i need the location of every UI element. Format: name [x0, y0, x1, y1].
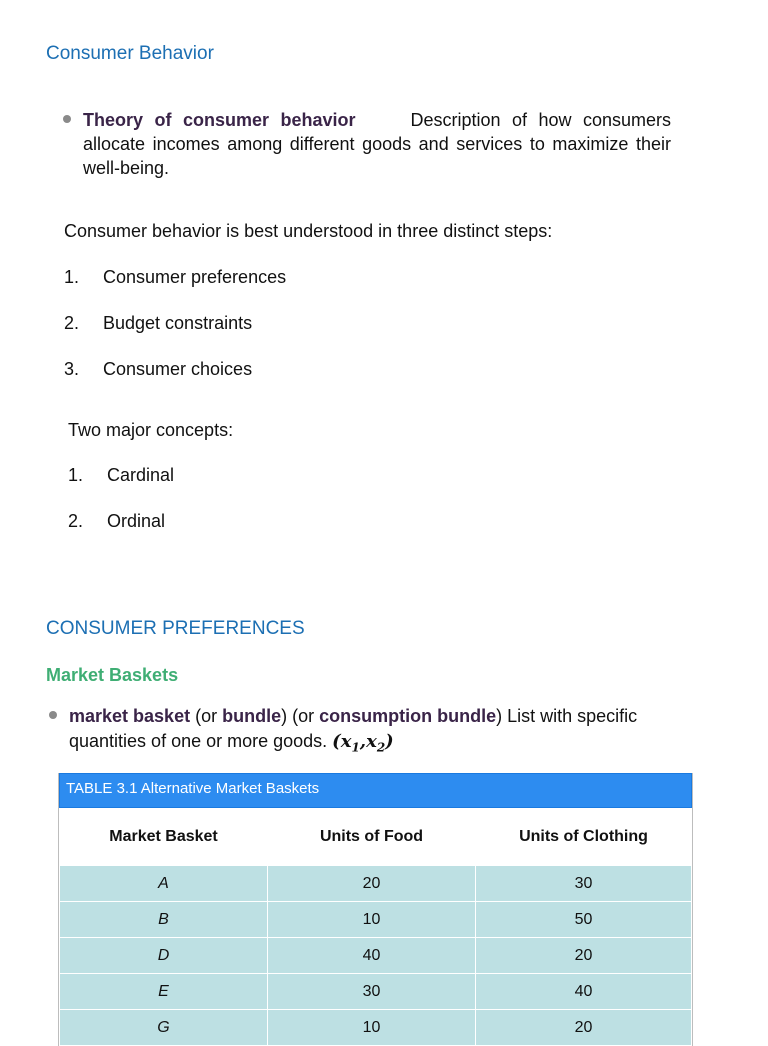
concept-number: 1.	[68, 465, 84, 485]
column-header: Units of Clothing	[476, 809, 692, 866]
concepts-intro: Two major concepts:	[68, 420, 234, 440]
step-number: 3.	[64, 359, 80, 379]
bullet-dot-icon	[63, 115, 71, 123]
table-cell: A	[60, 866, 268, 902]
table-cell: B	[60, 902, 268, 938]
table-cell: 20	[268, 866, 476, 902]
step-number: 2.	[64, 313, 80, 333]
step-label: Consumer preferences	[103, 267, 287, 287]
section-heading-consumer-preferences: CONSUMER PREFERENCES	[46, 618, 305, 639]
table-cell: 30	[476, 866, 692, 902]
section-heading-consumer-behavior: Consumer Behavior	[46, 43, 214, 64]
concept-number: 2.	[68, 511, 84, 531]
step-label: Budget constraints	[103, 313, 253, 333]
concept-item	[68, 511, 165, 532]
step-item	[64, 359, 252, 380]
market-basket-bullet	[49, 704, 709, 761]
concept-item	[68, 465, 174, 486]
term-description: Description of how consumers allocate incomes among different goods and services to maximize their well-being.	[83, 110, 671, 178]
table-cell: G	[60, 1010, 268, 1046]
step-item	[64, 267, 286, 288]
concept-label: Ordinal	[107, 511, 166, 531]
definition-bullet	[63, 108, 671, 180]
table-cell: 40	[268, 938, 476, 974]
market-basket-table	[58, 773, 693, 1046]
table-title: TABLE 3.1 Alternative Market Baskets	[59, 773, 692, 808]
table-row	[60, 974, 692, 1010]
table-cell: D	[60, 938, 268, 974]
table-cell: 40	[476, 974, 692, 1010]
definition-text: ) List with specific quantities of one or more goods.	[69, 706, 638, 751]
term-market-basket: market basket	[69, 706, 191, 726]
steps-intro: Consumer behavior is best understood in three distinct steps:	[64, 221, 553, 241]
table-cell: 20	[476, 1010, 692, 1046]
term-theory-of-consumer-behavior: Theory of consumer behavior	[83, 110, 356, 130]
concept-label: Cardinal	[107, 465, 175, 485]
math-notation: $(x_1,x_2)$	[332, 731, 394, 755]
bullet-dot-icon	[49, 711, 57, 719]
table-cell: 50	[476, 902, 692, 938]
column-header: Units of Food	[268, 809, 476, 866]
table-header-row	[60, 809, 692, 866]
table-row	[60, 1010, 692, 1046]
table-cell: 30	[268, 974, 476, 1010]
paren-text: ) (or	[281, 706, 320, 726]
column-header: Market Basket	[60, 809, 268, 866]
step-item	[64, 313, 252, 334]
table-row	[60, 938, 692, 974]
term-consumption-bundle: consumption bundle	[319, 706, 497, 726]
step-number: 1.	[64, 267, 80, 287]
table-row	[60, 902, 692, 938]
table-cell: 20	[476, 938, 692, 974]
paren-text: (or	[190, 706, 223, 726]
table-row	[60, 866, 692, 902]
term-bundle: bundle	[222, 706, 282, 726]
table-cell: E	[60, 974, 268, 1010]
table-cell: 10	[268, 1010, 476, 1046]
step-label: Consumer choices	[103, 359, 253, 379]
table-cell: 10	[268, 902, 476, 938]
subheading-market-baskets: Market Baskets	[46, 665, 179, 685]
